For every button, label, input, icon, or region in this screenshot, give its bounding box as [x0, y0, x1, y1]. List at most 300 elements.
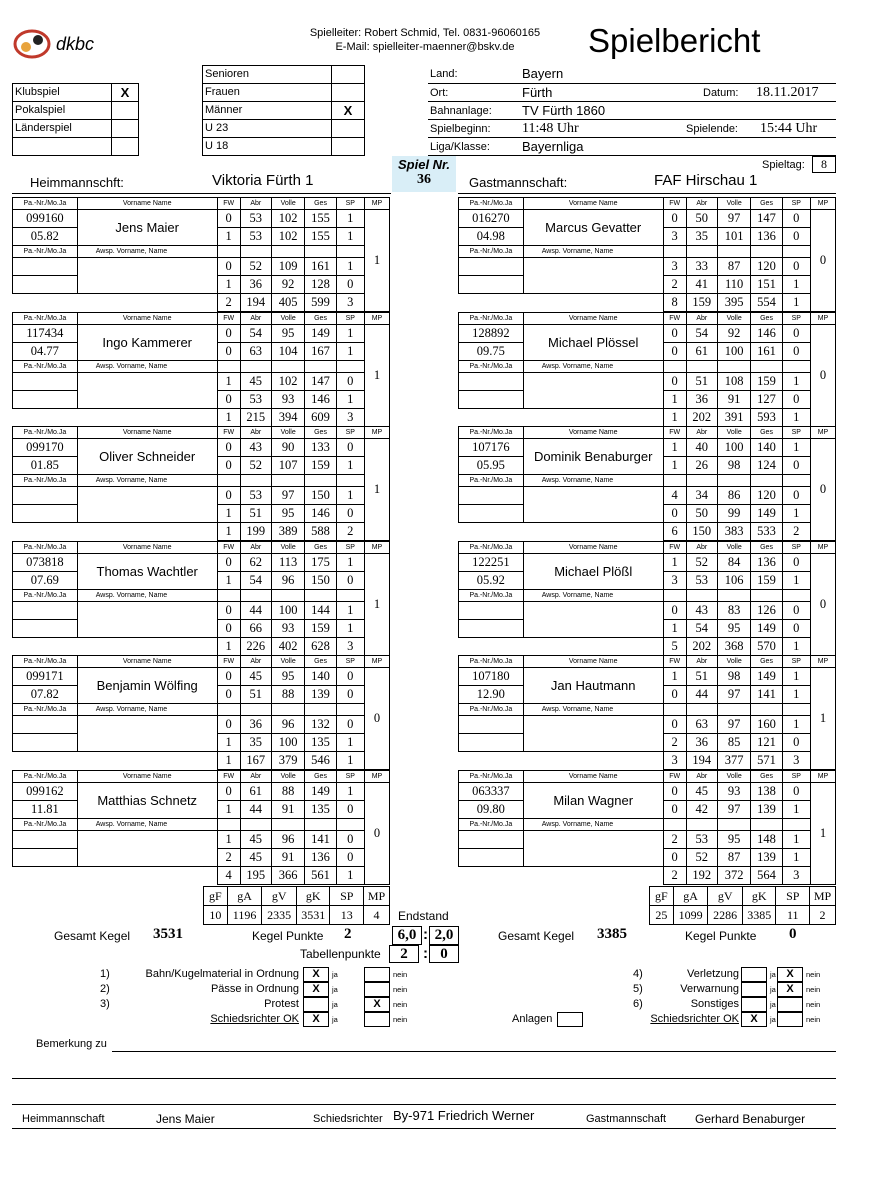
col-volle-header: Volle	[717, 770, 750, 782]
empty-cell	[782, 818, 810, 830]
lane-value: 84	[717, 553, 750, 571]
check-nein-box[interactable]: X	[777, 982, 803, 997]
lane-value: 3	[663, 571, 686, 589]
lane-value: 0	[217, 716, 240, 734]
player-total: 570	[751, 637, 782, 655]
col-abr-header: Abr	[686, 770, 717, 782]
lane-value: 91	[271, 848, 304, 866]
check-ja-box[interactable]: X	[741, 1012, 767, 1027]
col-fw-header: FW	[663, 541, 686, 553]
col-name-header: Vorname Name	[523, 541, 663, 553]
lane-value: 149	[751, 668, 782, 686]
col-mp-header: MP	[810, 427, 835, 439]
player-total: 554	[751, 294, 782, 312]
col-pass-header: Pa.-Nr./Mo.Ja	[13, 770, 78, 782]
category-mark[interactable]	[331, 119, 365, 138]
leader-line1: Spielleiter: Robert Schmid, Tel. 0831-96060165	[309, 27, 541, 39]
check-ja-box[interactable]	[741, 967, 767, 982]
ausw-pass	[13, 716, 78, 734]
empty-cell	[240, 360, 271, 372]
blank	[459, 637, 664, 655]
player-mp: 0	[810, 553, 835, 655]
lane-value: 135	[305, 800, 336, 818]
player-mp: 1	[810, 782, 835, 884]
remarks-line-3	[12, 1104, 836, 1105]
col-ges-header: Ges	[305, 312, 336, 324]
col-name-header: Vorname Name	[77, 312, 217, 324]
lane-value: 0	[782, 782, 810, 800]
player-total: 159	[686, 294, 717, 312]
ausw-pass-header: Pa.-Nr./Mo.Ja	[459, 475, 524, 487]
end-home: 6,0	[392, 926, 422, 945]
lane-value: 1	[336, 782, 364, 800]
check-nein-box[interactable]	[777, 1012, 803, 1027]
player-total: 405	[271, 294, 304, 312]
col-ges-header: Ges	[305, 427, 336, 439]
player-mp: 0	[364, 782, 389, 884]
lane-value: 1	[663, 619, 686, 637]
totals-header: gK	[742, 887, 776, 906]
lane-value: 2	[217, 848, 240, 866]
lane-value: 0	[782, 342, 810, 360]
check-number: 6)	[633, 998, 643, 1010]
check-ja-box[interactable]	[303, 997, 329, 1012]
col-ges-header: Ges	[305, 656, 336, 668]
gametype-mark[interactable]	[111, 101, 139, 120]
lane-value: 45	[240, 668, 271, 686]
player-total: 561	[305, 866, 336, 884]
ort-label: Ort:	[430, 87, 449, 99]
col-name-header: Vorname Name	[523, 770, 663, 782]
player-name: Michael Plössel	[523, 324, 663, 360]
lane-value: 1	[782, 668, 810, 686]
ausw-pass	[459, 716, 524, 734]
guest-team-label: Gastmannschaft:	[469, 175, 568, 190]
player-mp: 1	[364, 324, 389, 426]
empty-cell	[751, 818, 782, 830]
lane-value: 1	[663, 439, 686, 457]
check-label: Schiedsrichter OK	[210, 1013, 299, 1025]
check-ja-box[interactable]: X	[303, 1012, 329, 1027]
home-player-block	[12, 426, 390, 541]
col-abr-header: Abr	[240, 770, 271, 782]
player-mp: 1	[364, 439, 389, 541]
col-abr-header: Abr	[686, 541, 717, 553]
lane-value: 62	[240, 553, 271, 571]
guest-kp-value: 0	[789, 926, 797, 942]
empty-cell	[751, 246, 782, 258]
col-volle-header: Volle	[717, 427, 750, 439]
empty-cell	[663, 589, 686, 601]
lane-value: 97	[717, 686, 750, 704]
empty-cell	[305, 704, 336, 716]
lane-value: 50	[686, 210, 717, 228]
empty-cell	[271, 475, 304, 487]
player-month: 09.75	[459, 342, 524, 360]
player-name: Thomas Wachtler	[77, 553, 217, 589]
lane-value: 160	[751, 716, 782, 734]
col-volle-header: Volle	[717, 312, 750, 324]
totals-header: gK	[296, 887, 330, 906]
lane-value: 155	[305, 228, 336, 246]
player-total: 588	[305, 523, 336, 541]
lane-value: 113	[271, 553, 304, 571]
check-ja-box[interactable]: X	[303, 982, 329, 997]
lane-value: 141	[305, 830, 336, 848]
lane-value: 146	[305, 390, 336, 408]
beginn-value: 11:48 Uhr	[522, 121, 579, 136]
ausw-name-header: Awsp. Vorname, Name	[77, 704, 217, 716]
lane-value: 0	[663, 716, 686, 734]
tab-colon: :	[423, 945, 428, 962]
lane-value: 0	[663, 372, 686, 390]
ausw-pass	[459, 830, 524, 848]
col-abr-header: Abr	[240, 427, 271, 439]
col-mp-header: MP	[364, 770, 389, 782]
empty-cell	[240, 818, 271, 830]
home-player-block	[12, 197, 390, 312]
col-sp-header: SP	[782, 656, 810, 668]
lane-value: 102	[271, 372, 304, 390]
lane-value: 0	[782, 553, 810, 571]
lane-value: 61	[686, 342, 717, 360]
lane-value: 0	[217, 390, 240, 408]
blank	[459, 408, 664, 426]
home-team-label: Heimmannschft:	[30, 175, 124, 190]
col-mp-header: MP	[364, 427, 389, 439]
col-name-header: Vorname Name	[523, 312, 663, 324]
lane-value: 0	[336, 439, 364, 457]
player-mp: 0	[810, 324, 835, 426]
ja-label: ja	[332, 1015, 338, 1024]
lane-value: 50	[686, 505, 717, 523]
lane-value: 1	[217, 276, 240, 294]
lane-value: 42	[686, 800, 717, 818]
empty-cell	[782, 704, 810, 716]
category-mark[interactable]	[331, 83, 365, 102]
col-name-header: Vorname Name	[77, 770, 217, 782]
lane-value: 90	[271, 439, 304, 457]
player-month: 05.82	[13, 228, 78, 246]
player-total: 215	[240, 408, 271, 426]
category-label: U 18	[202, 137, 332, 156]
lane-value: 149	[751, 619, 782, 637]
lane-value: 0	[336, 848, 364, 866]
check-number: 4)	[633, 968, 643, 980]
lane-value: 138	[751, 782, 782, 800]
ausw-pass	[459, 487, 524, 505]
player-pass: 099160	[13, 210, 78, 228]
col-volle-header: Volle	[717, 656, 750, 668]
guest-gesamt-label: Gesamt Kegel	[498, 929, 575, 943]
player-name: Marcus Gevatter	[523, 210, 663, 246]
empty-cell	[240, 475, 271, 487]
lane-value: 40	[686, 439, 717, 457]
lane-value: 147	[305, 372, 336, 390]
lane-value: 159	[751, 372, 782, 390]
col-mp-header: MP	[364, 541, 389, 553]
nein-label: nein	[806, 985, 821, 994]
lane-value: 1	[217, 800, 240, 818]
lane-value: 0	[663, 848, 686, 866]
lane-value: 98	[717, 457, 750, 475]
lane-value: 133	[305, 439, 336, 457]
lane-value: 159	[305, 457, 336, 475]
totals-header: MP	[810, 887, 836, 906]
gametype-mark[interactable]	[111, 137, 139, 156]
check-ja-box[interactable]: X	[303, 967, 329, 982]
lane-value: 1	[782, 848, 810, 866]
ende-label: Spielende:	[686, 123, 738, 135]
lane-value: 53	[240, 390, 271, 408]
blank	[13, 523, 218, 541]
col-name-header: Vorname Name	[77, 427, 217, 439]
player-total: 1	[217, 752, 240, 770]
lane-value: 1	[782, 830, 810, 848]
lane-value: 43	[240, 439, 271, 457]
lane-value: 33	[686, 258, 717, 276]
check-number: 2)	[100, 983, 110, 995]
totals-header: SP	[776, 887, 810, 906]
col-volle-header: Volle	[717, 541, 750, 553]
empty-cell	[271, 589, 304, 601]
empty-cell	[305, 246, 336, 258]
ausw-name	[523, 258, 663, 294]
empty-cell	[686, 589, 717, 601]
ausw-name-header: Awsp. Vorname, Name	[523, 818, 663, 830]
check-ja-box[interactable]	[741, 982, 767, 997]
gametype-mark[interactable]: X	[111, 83, 139, 102]
col-ges-header: Ges	[751, 656, 782, 668]
player-total: 3	[782, 752, 810, 770]
check-nein-box[interactable]	[777, 997, 803, 1012]
lane-value: 0	[782, 390, 810, 408]
col-volle-header: Volle	[271, 198, 304, 210]
lane-value: 0	[782, 324, 810, 342]
ausw-month	[13, 505, 78, 523]
player-name: Jan Hautmann	[523, 668, 663, 704]
guest-gesamt-value: 3385	[597, 926, 627, 942]
lane-value: 1	[336, 734, 364, 752]
col-sp-header: SP	[336, 312, 364, 324]
lane-value: 1	[782, 439, 810, 457]
lane-value: 83	[717, 601, 750, 619]
sig-home-label: Heimmannschaft	[22, 1113, 105, 1125]
empty-cell	[305, 360, 336, 372]
check-nein-box[interactable]	[364, 982, 390, 997]
player-total: 2	[663, 866, 686, 884]
col-pass-header: Pa.-Nr./Mo.Ja	[459, 541, 524, 553]
lane-value: 0	[217, 601, 240, 619]
player-total: 372	[717, 866, 750, 884]
empty-cell	[751, 704, 782, 716]
player-total: 564	[751, 866, 782, 884]
bahn-label: Bahnanlage:	[430, 105, 492, 117]
lane-value: 1	[217, 830, 240, 848]
lane-value: 86	[717, 487, 750, 505]
guest-player-block	[458, 312, 836, 427]
player-total: 383	[717, 523, 750, 541]
blank	[13, 637, 218, 655]
nein-label: nein	[393, 970, 408, 979]
category-mark[interactable]: X	[331, 101, 365, 120]
col-ges-header: Ges	[305, 198, 336, 210]
col-name-header: Vorname Name	[523, 198, 663, 210]
ja-label: ja	[332, 1000, 338, 1009]
totals-value: 2	[810, 906, 836, 925]
col-ges-header: Ges	[751, 541, 782, 553]
lane-value: 3	[663, 228, 686, 246]
lane-value: 0	[217, 439, 240, 457]
ausw-month	[459, 390, 524, 408]
guest-totals-table	[649, 886, 836, 925]
gametype-mark[interactable]	[111, 119, 139, 138]
lane-value: 136	[751, 228, 782, 246]
lane-value: 0	[336, 372, 364, 390]
lane-value: 104	[271, 342, 304, 360]
player-total: 194	[240, 294, 271, 312]
lane-value: 26	[686, 457, 717, 475]
lane-value: 136	[305, 848, 336, 866]
lane-value: 0	[336, 716, 364, 734]
lane-value: 1	[336, 457, 364, 475]
nein-label: nein	[393, 1000, 408, 1009]
ausw-name-header: Awsp. Vorname, Name	[523, 475, 663, 487]
empty-cell	[305, 475, 336, 487]
lane-value: 1	[217, 571, 240, 589]
col-volle-header: Volle	[271, 770, 304, 782]
col-mp-header: MP	[810, 656, 835, 668]
gametype-label: Pokalspiel	[12, 101, 112, 120]
lane-value: 1	[217, 228, 240, 246]
ausw-pass-header: Pa.-Nr./Mo.Ja	[13, 360, 78, 372]
check-label: Schiedsrichter OK	[650, 1013, 739, 1025]
lane-value: 1	[782, 686, 810, 704]
category-mark[interactable]	[331, 65, 365, 84]
lane-value: 0	[663, 505, 686, 523]
player-name: Milan Wagner	[523, 782, 663, 818]
col-ges-header: Ges	[751, 770, 782, 782]
player-name: Jens Maier	[77, 210, 217, 246]
empty-cell	[336, 246, 364, 258]
player-total: 391	[717, 408, 750, 426]
home-player-block	[12, 655, 390, 770]
lane-value: 44	[240, 800, 271, 818]
ausw-name-header: Awsp. Vorname, Name	[523, 360, 663, 372]
lane-value: 1	[336, 390, 364, 408]
ausw-pass-header: Pa.-Nr./Mo.Ja	[13, 475, 78, 487]
ausw-name	[77, 258, 217, 294]
check-nein-box[interactable]: X	[364, 997, 390, 1012]
lane-value: 161	[751, 342, 782, 360]
empty-cell	[336, 475, 364, 487]
lane-value: 136	[751, 553, 782, 571]
lane-value: 140	[751, 439, 782, 457]
blank	[459, 294, 664, 312]
lane-value: 66	[240, 619, 271, 637]
empty-cell	[240, 246, 271, 258]
lane-value: 108	[717, 372, 750, 390]
ausw-name-header: Awsp. Vorname, Name	[77, 360, 217, 372]
lane-value: 0	[217, 487, 240, 505]
category-mark[interactable]	[331, 137, 365, 156]
lane-value: 35	[686, 228, 717, 246]
home-player-block	[12, 312, 390, 427]
land-label: Land:	[430, 68, 458, 80]
lane-value: 98	[717, 668, 750, 686]
lane-value: 0	[217, 619, 240, 637]
check-nein-box[interactable]: X	[777, 967, 803, 982]
lane-value: 35	[240, 734, 271, 752]
lane-value: 146	[305, 505, 336, 523]
lane-value: 54	[686, 619, 717, 637]
lane-value: 97	[717, 800, 750, 818]
player-total: 546	[305, 752, 336, 770]
col-sp-header: SP	[336, 198, 364, 210]
ausw-pass-header: Pa.-Nr./Mo.Ja	[13, 589, 78, 601]
ausw-name	[523, 372, 663, 408]
empty-cell	[305, 589, 336, 601]
lane-value: 100	[271, 601, 304, 619]
lane-value: 0	[782, 601, 810, 619]
check-ja-box[interactable]	[741, 997, 767, 1012]
col-ges-header: Ges	[751, 198, 782, 210]
totals-value: 11	[776, 906, 810, 925]
lane-value: 146	[751, 324, 782, 342]
lane-value: 1	[663, 457, 686, 475]
player-total: 379	[271, 752, 304, 770]
player-total: 1	[782, 294, 810, 312]
category-label: U 23	[202, 119, 332, 138]
check-number: 1)	[100, 968, 110, 980]
lane-value: 41	[686, 276, 717, 294]
lane-value: 54	[686, 324, 717, 342]
ausw-name	[523, 716, 663, 752]
lane-value: 0	[782, 619, 810, 637]
col-pass-header: Pa.-Nr./Mo.Ja	[13, 198, 78, 210]
ja-label: ja	[332, 970, 338, 979]
col-pass-header: Pa.-Nr./Mo.Ja	[459, 656, 524, 668]
lane-value: 0	[217, 342, 240, 360]
col-ges-header: Ges	[751, 312, 782, 324]
col-ges-header: Ges	[305, 770, 336, 782]
lane-value: 87	[717, 258, 750, 276]
check-nein-box[interactable]	[364, 967, 390, 982]
totals-header: SP	[330, 887, 364, 906]
totals-header: gV	[262, 887, 297, 906]
lane-value: 1	[663, 668, 686, 686]
empty-cell	[782, 246, 810, 258]
empty-cell	[751, 589, 782, 601]
endstand-label: Endstand	[398, 909, 449, 923]
lane-value: 1	[336, 324, 364, 342]
player-pass: 099170	[13, 439, 78, 457]
lane-value: 0	[217, 782, 240, 800]
lane-value: 1	[336, 619, 364, 637]
col-volle-header: Volle	[271, 541, 304, 553]
lane-value: 53	[240, 210, 271, 228]
lane-value: 126	[751, 601, 782, 619]
check-nein-box[interactable]	[364, 1012, 390, 1027]
player-total: 2	[782, 523, 810, 541]
lane-value: 110	[717, 276, 750, 294]
anlagen-box[interactable]	[557, 1012, 583, 1027]
lane-value: 51	[686, 372, 717, 390]
col-pass-header: Pa.-Nr./Mo.Ja	[13, 656, 78, 668]
col-sp-header: SP	[336, 770, 364, 782]
liga-value: Bayernliga	[522, 139, 584, 154]
totals-header: gA	[227, 887, 262, 906]
